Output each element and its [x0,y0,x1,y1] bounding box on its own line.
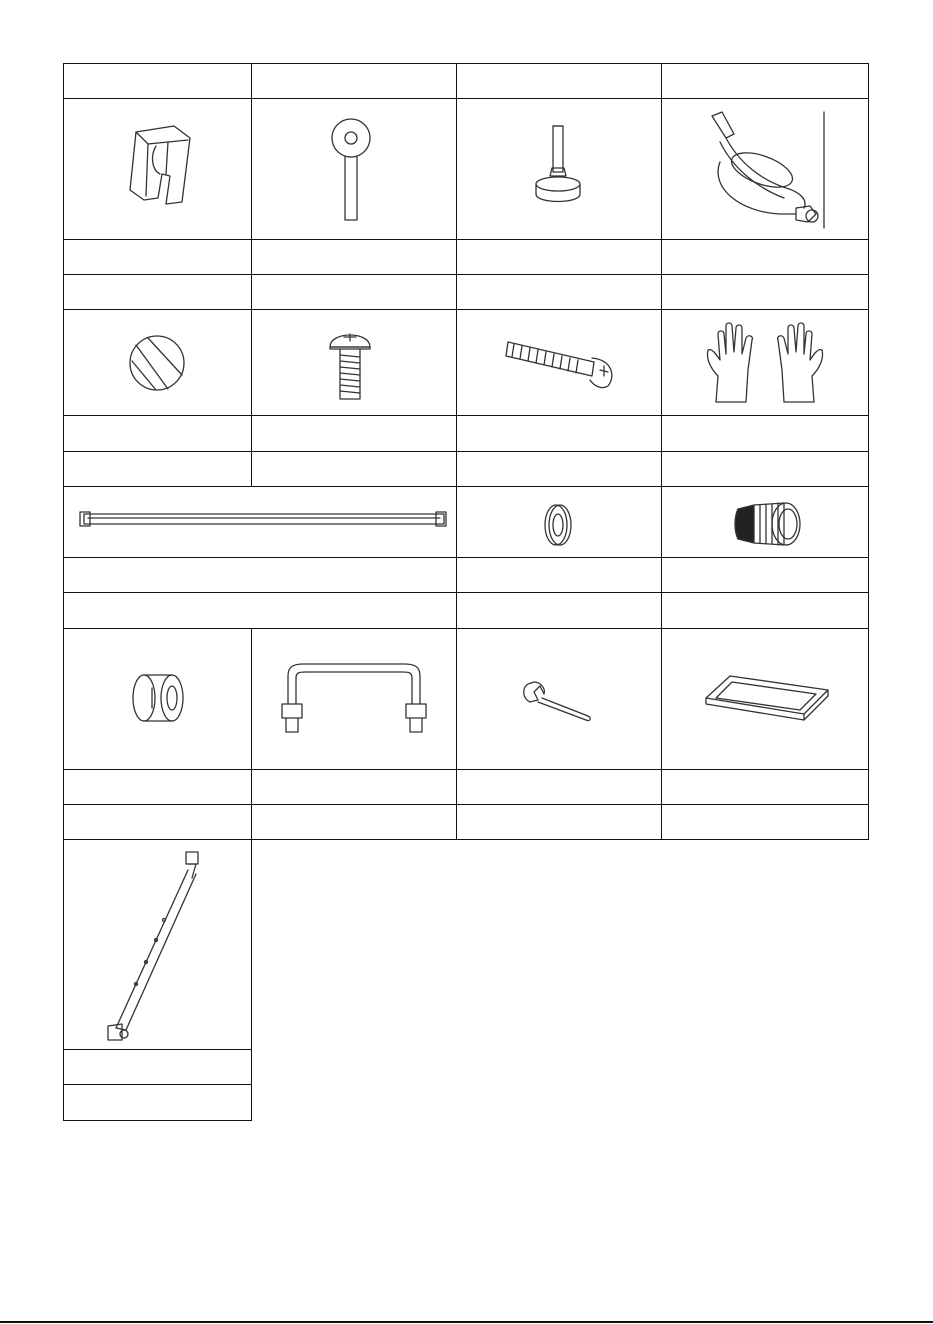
long-bolt-icon [504,336,616,392]
table-rule [64,1120,252,1121]
part-name-cell [252,64,456,98]
table-rule [456,63,457,840]
table-rule [64,1049,252,1050]
table-rule [64,1084,252,1085]
table-rule [64,274,869,275]
u-bracket-icon [278,660,430,734]
table-rule [64,769,869,770]
table-rule [64,309,869,310]
button-head-screw-icon [326,327,374,403]
table-rule [64,239,869,240]
part-name-cell [64,64,251,98]
eye-bolt-icon [330,118,372,222]
ball-plug-icon [128,335,186,391]
adjustable-foot-icon [532,122,584,208]
tray-frame-icon [704,668,830,720]
support-bar-icon [102,848,206,1044]
open-end-wrench-icon [522,680,594,722]
table-rule [63,63,64,1121]
page-bottom-rule [0,1321,933,1323]
table-rule [251,628,252,1121]
gloves-icon [704,320,826,406]
table-rule [64,839,869,840]
table-rule [64,486,869,487]
table-rule [64,415,869,416]
table-rule [868,63,869,840]
part-name-cell [662,64,868,98]
table-rule [661,63,662,840]
table-rule [64,557,869,558]
table-rule [251,63,252,487]
cable-clip-icon [122,118,198,208]
table-rule [64,804,869,805]
table-rule [64,451,869,452]
safety-strap-icon [700,108,828,232]
spacer-ring-icon [130,672,186,724]
threaded-fitting-icon [730,497,806,551]
long-rail-icon [78,510,448,530]
table-rule [64,628,869,629]
table-rule [64,98,869,99]
part-name-cell [457,64,661,98]
table-rule [64,592,869,593]
washer-icon [540,502,576,548]
